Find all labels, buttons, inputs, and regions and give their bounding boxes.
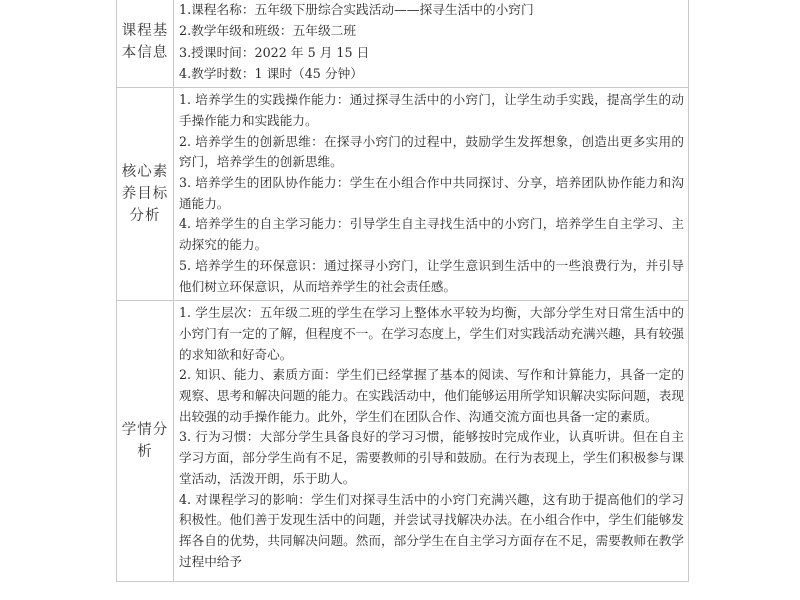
- course-info-row: [117, 0, 689, 88]
- analysis-item-2: 2. 知识、能力、素质方面：学生们已经掌握了基本的阅读、写作和计算能力，具备一定的观察、思考和解决问题的能力。在实践活动中，他们能够运用所学知识解决实际问题，表现出较强的动手操作能力。此外，学生们在团队合作、沟通交流方面也具备一定的素质。: [179, 367, 684, 424]
- literacy-item-2: 2. 培养学生的创新思维：在探寻小窍门的过程中，鼓励学生发挥想象，创造出更多实用的窍门，培养学生的创新思维。: [179, 133, 684, 170]
- analysis-item-4: 4. 对课程学习的影响：学生们对探寻生活中的小窍门充满兴趣，这有助于提高他们的学习积极性。他们善于发现生活中的问题，并尝试寻找解决办法。在小组合作中，学生们能够发挥各自的优势，共同解决问题。然而，部分学生在自主学习方面存在不足，需要教师在教学过程中给予: [179, 491, 684, 569]
- core-literacy-content: [174, 88, 689, 301]
- course-info-content: [174, 0, 689, 88]
- literacy-item-4: 4. 培养学生的自主学习能力：引导学生自主寻找生活中的小窍门，培养学生自主学习、主动探究的能力。: [179, 216, 684, 253]
- core-literacy-row: [117, 88, 689, 301]
- section-label-course-info: 课程基本信息: [117, 0, 174, 88]
- literacy-item-1: 1. 培养学生的实践操作能力：通过探寻生活中的小窍门，让学生动手实践，提高学生的动手操作能力和实践能力。: [179, 92, 684, 128]
- analysis-item-1: 1. 学生层次：五年级二班的学生在学习上整体水平较为均衡，大部分学生对日常生活中的小窍门有一定的了解，但程度不一。在学习态度上，学生们对实践活动充满兴趣，具有较强的求知欲和好奇心。: [179, 305, 684, 362]
- grade-class-line: 2.教学年级和班级：五年级二班: [179, 23, 357, 39]
- section-label-student-analysis: 学情分析: [117, 301, 174, 582]
- student-analysis-content: [174, 301, 689, 582]
- course-name-line: 1.课程名称：五年级下册综合实践活动——探寻生活中的小窍门: [179, 2, 534, 17]
- student-analysis-row: [117, 301, 689, 582]
- section-label-core-literacy: 核心素养目标分析: [117, 88, 174, 301]
- literacy-item-5: 5. 培养学生的环保意识：通过探寻小窍门，让学生意识到生活中的一些浪费行为，并引导他们树立环保意识，从而培养学生的社会责任感。: [179, 257, 684, 294]
- literacy-item-3: 3. 培养学生的团队协作能力：学生在小组合作中共同探讨、分享，培养团队协作能力和沟通能力。: [179, 175, 684, 211]
- analysis-item-3: 3. 行为习惯：大部分学生具备良好的学习习惯，能够按时完成作业，认真听讲。但在自主学习方面，部分学生尚有不足，需要教师的引导和鼓励。在行为表现上，学生们积极参与课堂活动，活泼开朗，乐于助人。: [179, 429, 684, 486]
- teaching-date-line: 3.授课时间：2022 年 5 月 15 日: [179, 44, 370, 60]
- lesson-plan-table: [116, 0, 689, 582]
- teaching-hours-line: 4.教学时数：1 课时（45 分钟）: [179, 65, 363, 81]
